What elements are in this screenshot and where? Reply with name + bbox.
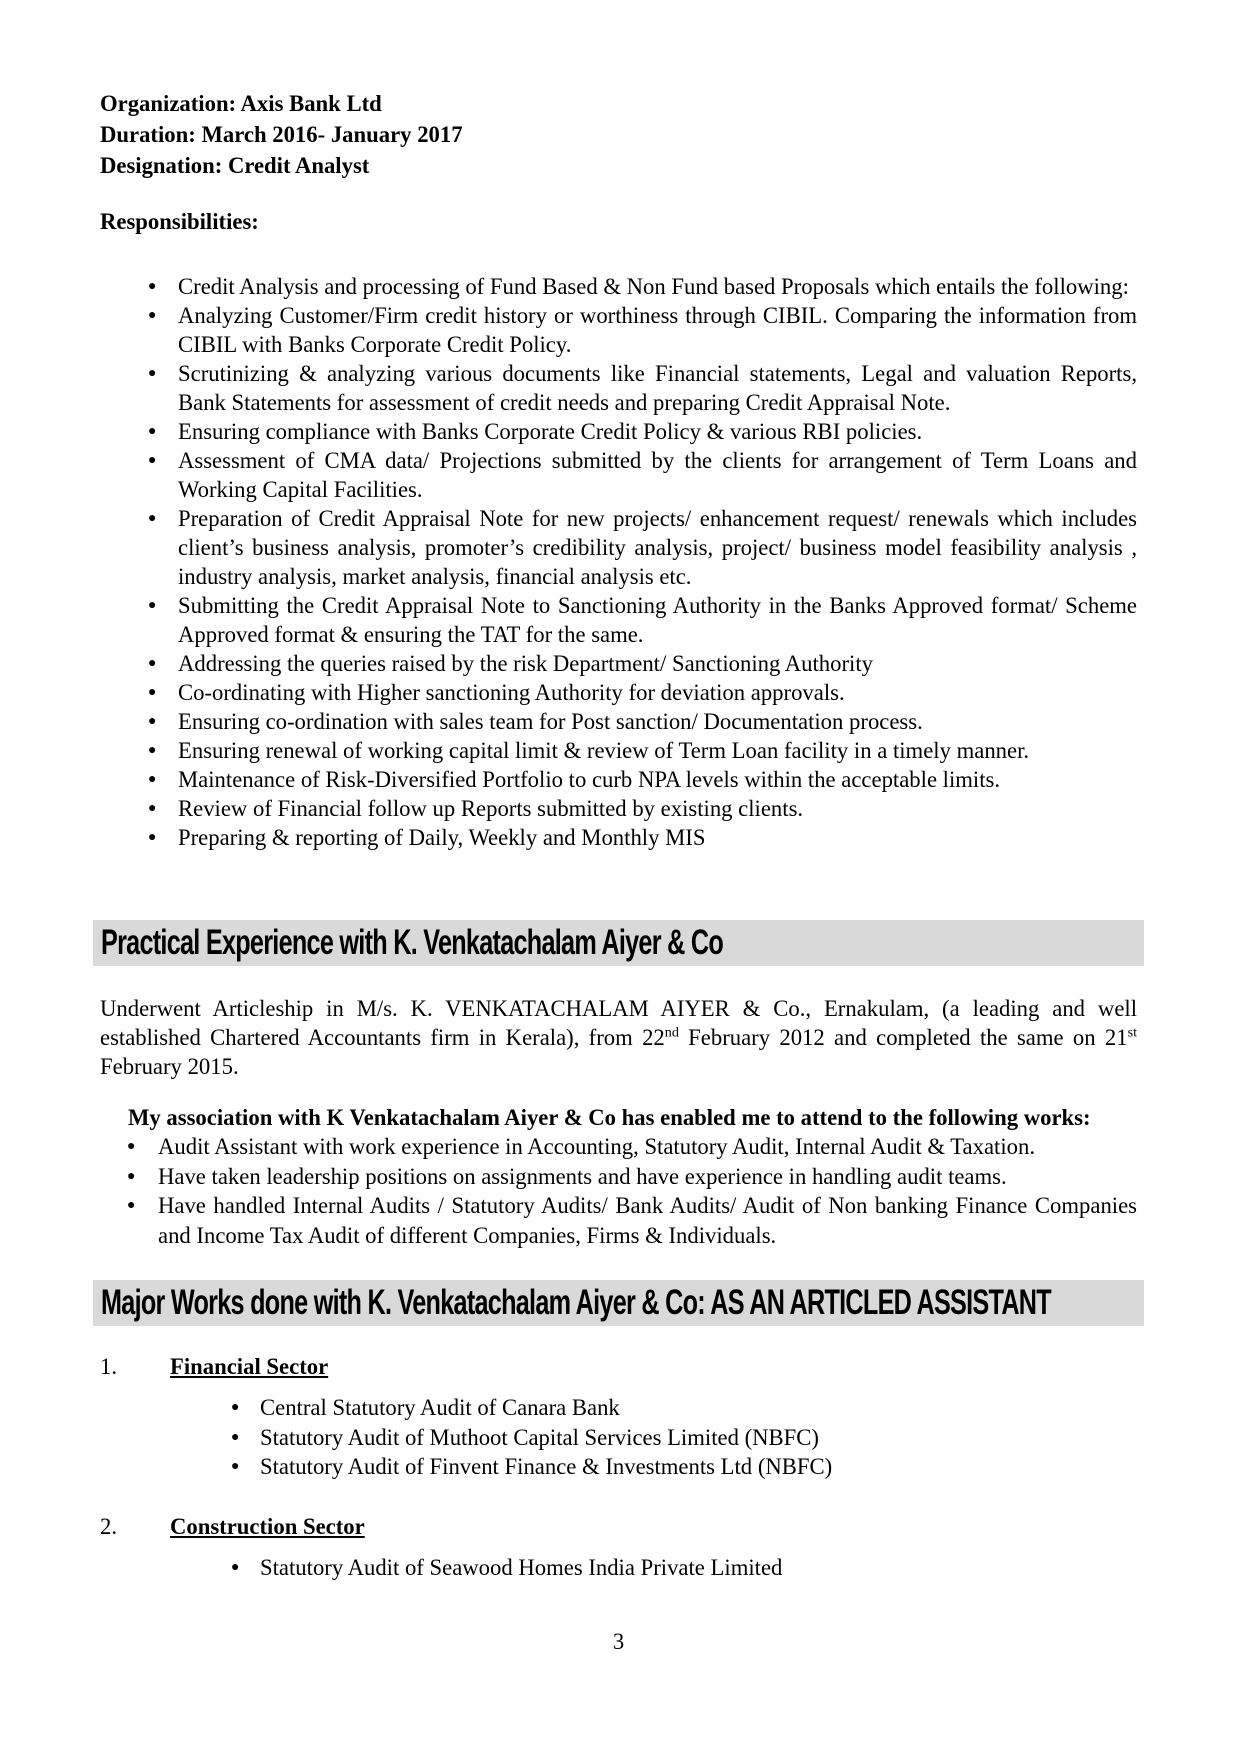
- superscript-ordinal: nd: [664, 1024, 679, 1041]
- list-item: [100, 272, 1137, 301]
- organization-line: Organization: Axis Bank Ltd: [100, 91, 382, 116]
- sector-number: 1.: [100, 1354, 118, 1379]
- list-item: [100, 649, 1137, 678]
- list-item: [100, 1162, 1137, 1192]
- list-item-text: Assessment of CMA data/ Projections submitted by the clients for arrangement of Term Loans and Working Capital Facilities.: [178, 448, 1137, 502]
- articleship-paragraph: [100, 994, 1137, 1081]
- list-item-text: Audit Assistant with work experience in Accounting, Statutory Audit, Internal Audit & Taxation.: [158, 1134, 1036, 1159]
- bullet-icon: ●: [148, 656, 157, 671]
- bullet-icon: ●: [148, 801, 157, 816]
- list-item-text: Ensuring renewal of working capital limit & review of Term Loan facility in a timely manner.: [178, 738, 1030, 763]
- list-item-text: Ensuring compliance with Banks Corporate Credit Policy & various RBI policies.: [178, 419, 923, 444]
- sector-number: 2.: [100, 1513, 118, 1539]
- list-item: [100, 707, 1137, 736]
- list-item-text: Preparation of Credit Appraisal Note for new projects/ enhancement request/ renewals which includes client’s business analysis, promoter’s credibility analysis, project/ business model feasibility analysis , industry analysis, market analysis, financial analysis etc.: [178, 506, 1137, 589]
- list-item-text: Submitting the Credit Appraisal Note to Sanctioning Authority in the Banks Approved format/ Scheme Approved format & ensuring the TAT for the same.: [178, 593, 1137, 647]
- paragraph-text: February 2012 and completed the same on 21: [678, 1025, 1128, 1050]
- paragraph-text: February 2015.: [100, 1054, 239, 1079]
- bullet-icon: ●: [231, 1559, 240, 1575]
- bullet-icon: ●: [148, 424, 157, 439]
- paragraph-text: Underwent Articleship in M/s. K. VENKATACHALAM AIYER & Co., Ernakulam, (a leading and well established Chartered Accountants firm in Kerala), from 22: [100, 996, 1137, 1050]
- list-item: [100, 1553, 1137, 1583]
- list-item: [100, 1191, 1137, 1250]
- bullet-icon: ●: [148, 308, 157, 323]
- list-item: [100, 417, 1137, 446]
- list-item-text: Statutory Audit of Finvent Finance & Investments Ltd (NBFC): [260, 1454, 833, 1479]
- bullet-icon: ●: [148, 743, 157, 758]
- list-item-text: Co-ordinating with Higher sanctioning Authority for deviation approvals.: [178, 680, 845, 705]
- association-intro: My association with K Venkatachalam Aiyer & Co has enabled me to attend to the following works:: [128, 1105, 1091, 1130]
- bullet-icon: ●: [231, 1459, 240, 1474]
- list-item-text: Central Statutory Audit of Canara Bank: [260, 1395, 620, 1420]
- list-item: [100, 504, 1137, 591]
- bullet-icon: ●: [127, 1168, 136, 1184]
- list-item-text: Review of Financial follow up Reports submitted by existing clients.: [178, 796, 804, 821]
- list-item: [100, 1423, 1137, 1453]
- list-item: [100, 736, 1137, 765]
- bullet-icon: ●: [148, 598, 157, 613]
- construction-sector-list: [100, 1553, 1137, 1583]
- list-item-text: Addressing the queries raised by the risk Department/ Sanctioning Authority: [178, 651, 873, 676]
- financial-sector-list: [100, 1393, 1137, 1482]
- section-heading-text: Major Works done with K. Venkatachalam Aiyer & Co: AS AN ARTICLED ASSISTANT: [101, 1283, 1051, 1322]
- section-heading-text: Practical Experience with K. Venkatachalam Aiyer & Co: [101, 923, 723, 962]
- list-item-text: Statutory Audit of Seawood Homes India Private Limited: [260, 1554, 783, 1580]
- duration-line: Duration: March 2016- January 2017: [100, 122, 463, 147]
- bullet-icon: ●: [231, 1429, 240, 1445]
- job-header: [100, 88, 1137, 181]
- responsibilities-label: Responsibilities:: [100, 209, 259, 234]
- list-item: [100, 794, 1137, 823]
- bullet-icon: ●: [148, 366, 157, 381]
- sector-heading-construction: [100, 1512, 1137, 1541]
- list-item-text: Credit Analysis and processing of Fund Based & Non Fund based Proposals which entails the following:: [178, 274, 1129, 299]
- bullet-icon: ●: [127, 1198, 136, 1213]
- list-item: [100, 591, 1137, 649]
- sector-name: Financial Sector: [170, 1354, 329, 1379]
- bullet-icon: ●: [148, 453, 157, 468]
- list-item-text: Ensuring co-ordination with sales team for Post sanction/ Documentation process.: [178, 709, 923, 734]
- list-item-text: Maintenance of Risk-Diversified Portfolio to curb NPA levels within the acceptable limits.: [178, 767, 1001, 792]
- bullet-icon: ●: [148, 685, 157, 700]
- section-heading-major-works: [93, 1280, 1144, 1326]
- list-item-text: Scrutinizing & analyzing various documents like Financial statements, Legal and valuation Reports, Bank Statements for assessment of credit needs and preparing Credit Appraisal Note.: [178, 361, 1137, 415]
- list-item-text: Statutory Audit of Muthoot Capital Services Limited (NBFC): [260, 1424, 819, 1450]
- responsibilities-list: [100, 272, 1137, 852]
- bullet-icon: ●: [127, 1139, 136, 1154]
- list-item: [100, 678, 1137, 707]
- list-item: [100, 823, 1137, 852]
- list-item: [100, 301, 1137, 359]
- designation-line: Designation: Credit Analyst: [100, 153, 370, 178]
- list-item: [100, 1393, 1137, 1423]
- list-item: [100, 446, 1137, 504]
- list-item: [100, 1132, 1137, 1162]
- association-list: [100, 1132, 1137, 1250]
- list-item: [100, 359, 1137, 417]
- bullet-icon: ●: [148, 511, 157, 526]
- bullet-icon: ●: [148, 772, 157, 787]
- sector-name: Construction Sector: [170, 1513, 365, 1539]
- list-item: [100, 765, 1137, 794]
- bullet-icon: ●: [148, 279, 157, 294]
- list-item: [100, 1452, 1137, 1482]
- bullet-icon: ●: [231, 1400, 240, 1415]
- bullet-icon: ●: [148, 830, 157, 845]
- section-heading-practical-experience: [93, 920, 1144, 966]
- sector-heading-financial: [100, 1352, 1137, 1381]
- list-item-text: Have handled Internal Audits / Statutory Audits/ Bank Audits/ Audit of Non banking Finance Companies and Income Tax Audit of different Companies, Firms & Individuals.: [158, 1193, 1137, 1248]
- page-number: 3: [612, 1629, 625, 1654]
- bullet-icon: ●: [148, 714, 157, 729]
- superscript-ordinal: st: [1127, 1024, 1137, 1041]
- list-item-text: Preparing & reporting of Daily, Weekly and Monthly MIS: [178, 825, 706, 850]
- list-item-text: Analyzing Customer/Firm credit history or worthiness through CIBIL. Comparing the information from CIBIL with Banks Corporate Credit Policy.: [178, 303, 1137, 357]
- list-item-text: Have taken leadership positions on assignments and have experience in handling audit teams.: [158, 1163, 1007, 1189]
